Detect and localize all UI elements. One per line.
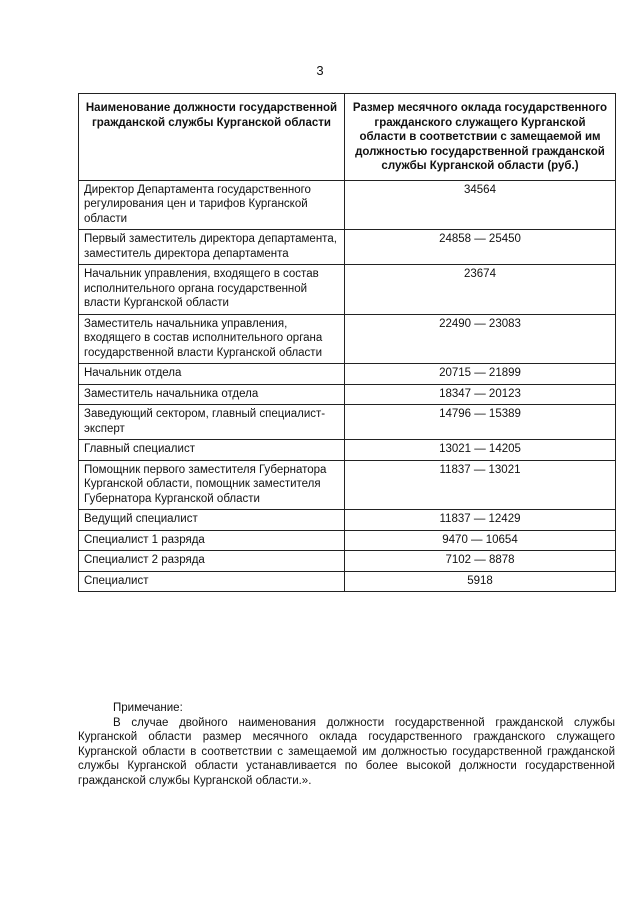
salary-cell: 11837 — 13021 xyxy=(345,460,616,510)
header-position: Наименование должности государственной гражданской службы Курганской области xyxy=(79,94,345,181)
table-row xyxy=(79,405,616,440)
page-number: 3 xyxy=(316,63,324,78)
position-cell: Заместитель начальника отдела xyxy=(79,384,345,405)
salary-table xyxy=(78,93,616,592)
salary-cell: 22490 — 23083 xyxy=(345,314,616,364)
position-cell: Первый заместитель директора департамента, заместитель директора департамента xyxy=(79,230,345,265)
position-cell: Директор Департамента государственного регулирования цен и тарифов Курганской области xyxy=(79,180,345,230)
table-row xyxy=(79,265,616,315)
salary-cell: 23674 xyxy=(345,265,616,315)
position-cell: Начальник отдела xyxy=(79,364,345,385)
position-cell: Специалист xyxy=(79,571,345,592)
salary-cell: 11837 — 12429 xyxy=(345,510,616,531)
position-cell: Заместитель начальника управления, входящего в состав исполнительного органа государственной власти Курганской области xyxy=(79,314,345,364)
position-cell: Специалист 2 разряда xyxy=(79,551,345,572)
salary-cell: 20715 — 21899 xyxy=(345,364,616,385)
position-cell: Помощник первого заместителя Губернатора Курганской области, помощник заместителя Губернатора Курганской области xyxy=(79,460,345,510)
salary-cell: 34564 xyxy=(345,180,616,230)
table-row xyxy=(79,460,616,510)
position-cell: Заведующий сектором, главный специалист-эксперт xyxy=(79,405,345,440)
salary-cell: 9470 — 10654 xyxy=(345,530,616,551)
note-text: В случае двойного наименования должности государственной гражданской службы Курганской области размер месячного оклада государственного гражданского служащего Курганской области в соответствии с замещаемой им должностью государственной гражданской службы Курганской области устанавливается по более высокой должности государственной гражданской службы Курганской области.». xyxy=(78,716,615,787)
salary-cell: 24858 — 25450 xyxy=(345,230,616,265)
table-row xyxy=(79,314,616,364)
table-row xyxy=(79,571,616,592)
salary-cell: 5918 xyxy=(345,571,616,592)
header-salary: Размер месячного оклада государственного гражданского служащего Курганской области в соответствии с замещаемой им должностью государственной гражданской службы Курганской области (руб.) xyxy=(345,94,616,181)
table-row xyxy=(79,551,616,572)
salary-cell: 18347 — 20123 xyxy=(345,384,616,405)
note-block xyxy=(78,701,615,788)
salary-cell: 14796 — 15389 xyxy=(345,405,616,440)
position-cell: Ведущий специалист xyxy=(79,510,345,531)
salary-cell: 7102 — 8878 xyxy=(345,551,616,572)
table-row xyxy=(79,440,616,461)
table-row xyxy=(79,230,616,265)
table-row xyxy=(79,180,616,230)
table-row xyxy=(79,510,616,531)
table-row xyxy=(79,530,616,551)
position-cell: Главный специалист xyxy=(79,440,345,461)
position-cell: Специалист 1 разряда xyxy=(79,530,345,551)
table-header-row xyxy=(79,94,616,181)
salary-cell: 13021 — 14205 xyxy=(345,440,616,461)
table-row xyxy=(79,364,616,385)
note-title: Примечание: xyxy=(113,702,183,714)
position-cell: Начальник управления, входящего в состав исполнительного органа государственной власти Курганской области xyxy=(79,265,345,315)
table-row xyxy=(79,384,616,405)
